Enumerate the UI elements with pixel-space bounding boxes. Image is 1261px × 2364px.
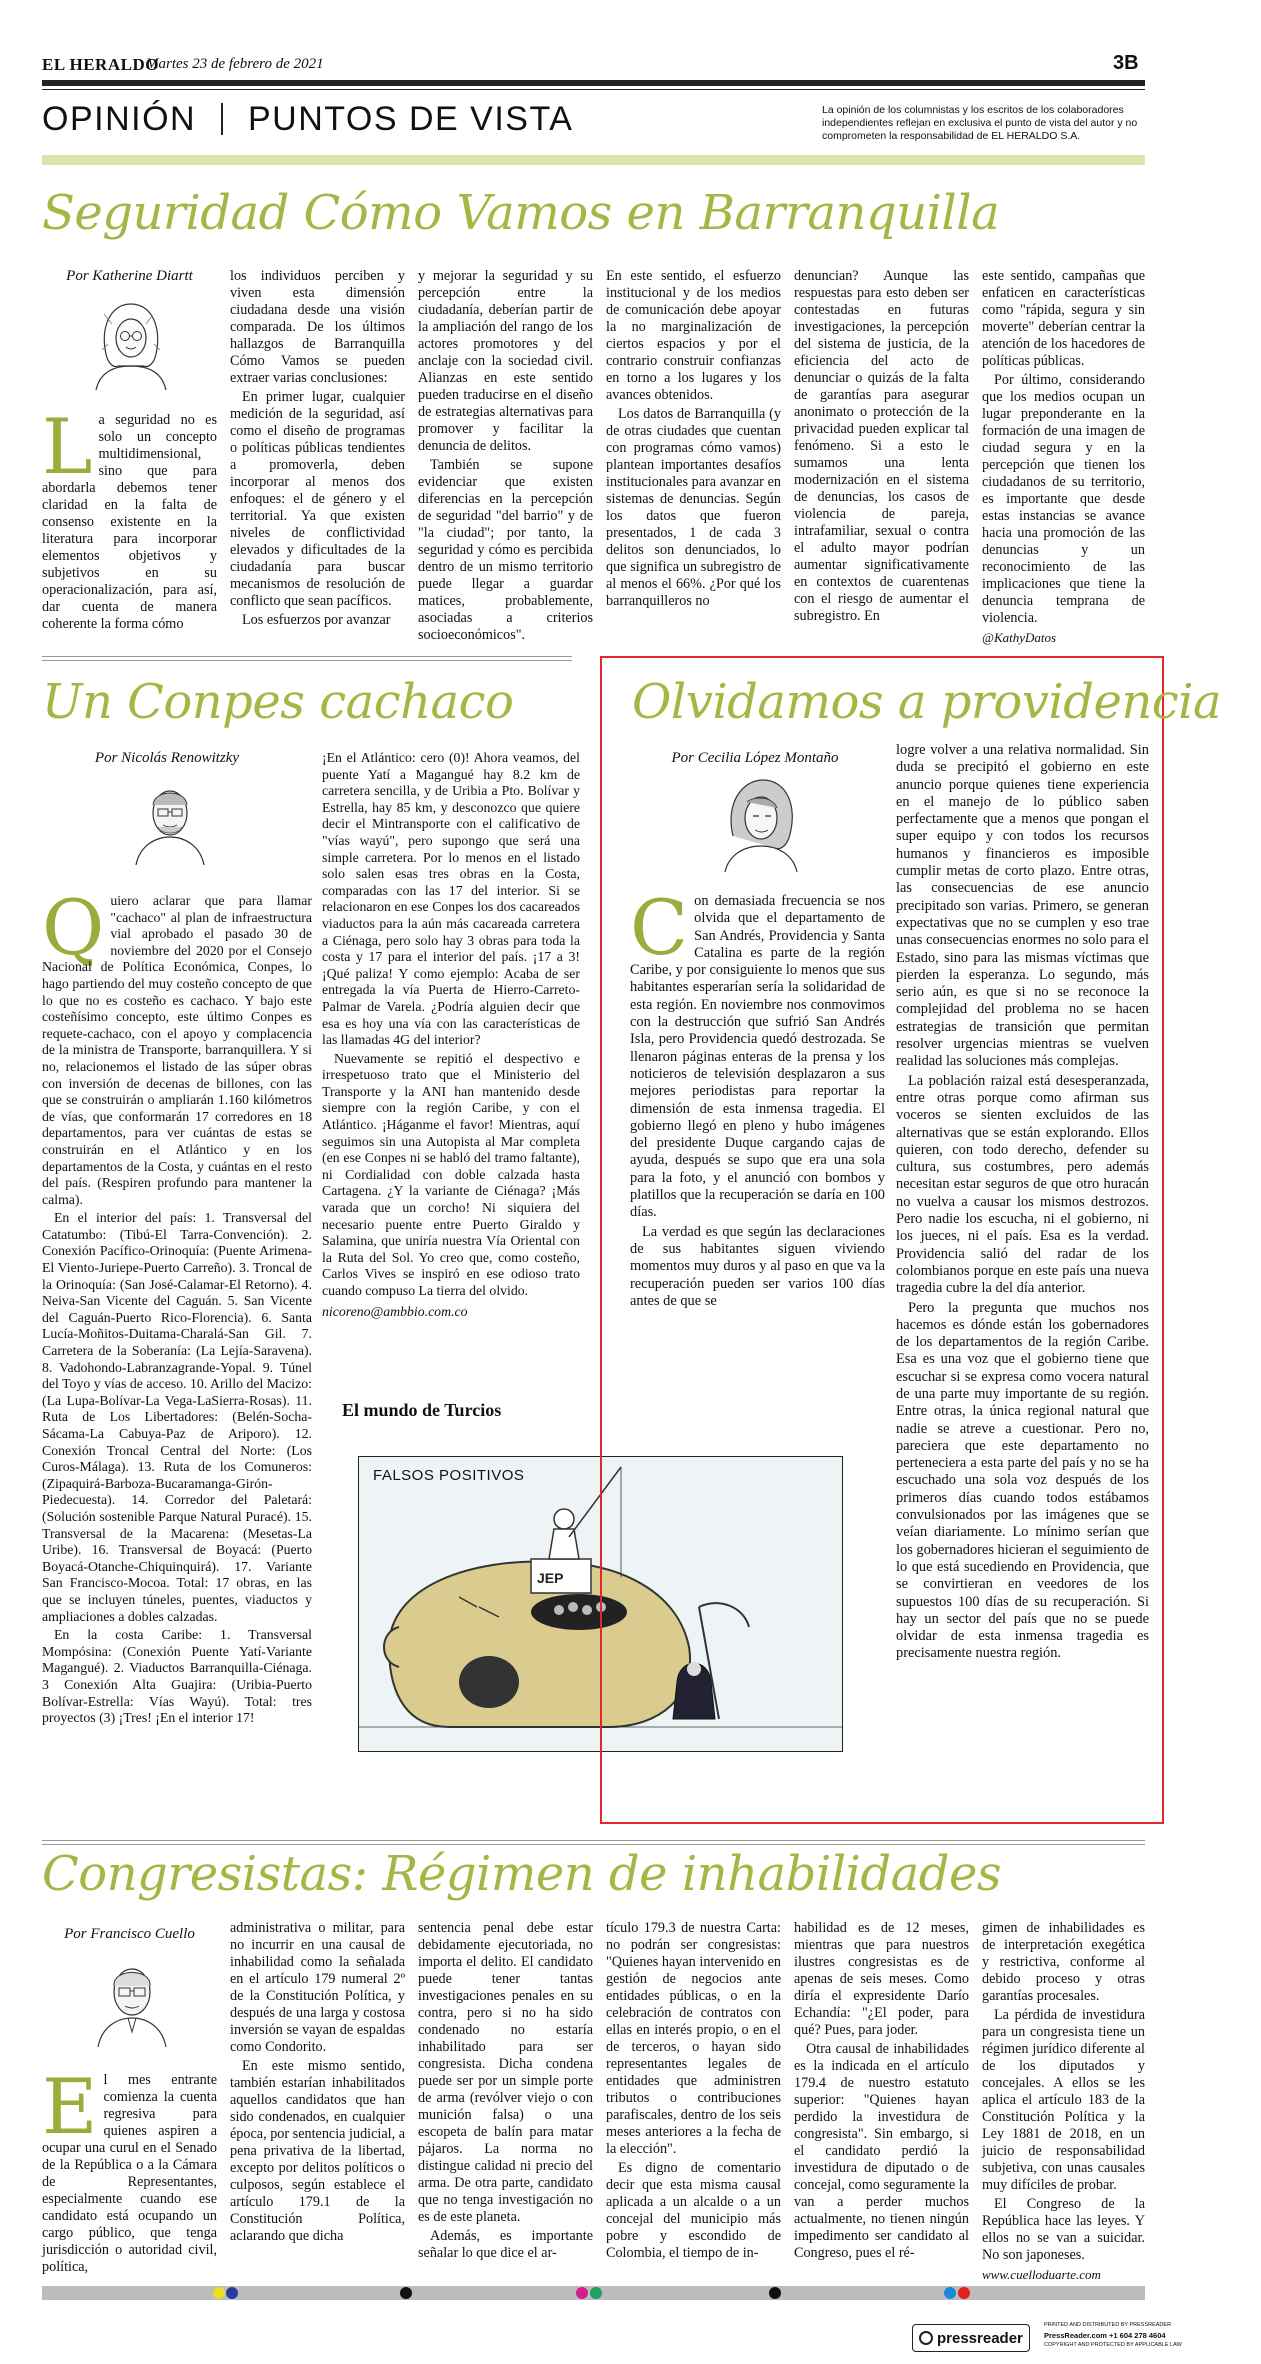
article4-paragraph: Otra causal de inhabilidades es la indicada en el artículo 179.4 de nuestro estatuto superior: "Quienes hayan perdido la investidura de congresista". Sin embargo, si el candidato perdió la investidura de diputado o de concejal, como seguramente la van a perder muchos actualmente, no tienen ningún impedimento ser candidato al Congreso, pues el ré- [794, 2041, 969, 2261]
portrait-nicolas-renowitzky [130, 775, 210, 865]
article1-dropcap: L [42, 402, 93, 491]
pressreader-logo [912, 2324, 1030, 2352]
registration-dot [576, 2287, 588, 2299]
article4-paragraph: gimen de inhabilidades es de interpretación exegética y restrictiva, conforme al debido proceso y otras garantías procesales. [982, 1920, 1145, 2004]
cartoon-caption: FALSOS POSITIVOS [373, 1467, 525, 1484]
article2-paragraph: En la costa Caribe: 1. Transversal Mompósina: (Conexión Puente Yatí-Variante Magangué). 2. Viaductos Barranquilla-Ciénaga. 3 Conexión Alta Guajira: (Uribia-Puerto Bolívar-Estrella: Vías Wayú). Total: tres proyectos (3) ¡Tres! ¡En el interior 17! [42, 1627, 312, 1726]
article4-dropcap: E [42, 2062, 98, 2151]
article1-col3 [418, 268, 593, 646]
header-rule-thin [42, 89, 1145, 90]
article1-col2 [230, 268, 405, 631]
article4-col6 [982, 1920, 1145, 2285]
article3-paragraph: La población raizal está desesperanzada, entre otras porque como afirman sus voceros se sienten excluidos de las alternativas que se están explorando. Ellos quieren, con todo derecho, defender su cultura, sus costumbres, pero además necesitan estar seguros de que otro huracán no vuelva a causar los mismos destrozos. Pero nadie los escucha, ni el gobierno, ni los jueces, ni el país. Esa es la verdad. Providencia salió del radar de los colombianos porque en este país una nueva tragedia cubre la del día anterior. [896, 1072, 1149, 1297]
article4-paragraph: administrativa o militar, para no incurrir en una causal de inhabilidad como la señalada en el artículo 179 numeral 2º de la Constitución Política, y después de una larga y costosa inversión se vayan de espaldas como Condorito. [230, 1920, 405, 2055]
article1-bottom-rule [42, 660, 572, 661]
article4-paragraph: Es digno de comentario decir que esta misma causal aplicada a un alcalde o a un concejal del municipio más pobre y escondido de Colombia, el tiempo de in- [606, 2160, 781, 2261]
registration-dot [958, 2287, 970, 2299]
article1-signature: @KathyDatos [982, 630, 1057, 645]
article3-byline: Por Cecilia López Montaño [671, 750, 839, 766]
section-label: OPINIÓN [42, 100, 197, 138]
cartoon-jep-label: JEP [537, 1570, 564, 1586]
registration-dot [944, 2287, 956, 2299]
section-divider [221, 103, 223, 135]
pressreader-badge[interactable] [912, 2320, 1182, 2354]
article1-byline: Por Katherine Diartt [66, 268, 193, 284]
article3-bottom-rule [42, 1844, 1145, 1845]
article4-col2 [230, 1920, 405, 2247]
cartoon-section-title: El mundo de Turcios [342, 1400, 502, 1420]
header-green-band [42, 155, 1145, 165]
registration-dot [226, 2287, 238, 2299]
disclaimer: La opinión de los columnistas y los escritos de los colaboradores independientes reflejan en exclusiva el punto de vista del autor y no comprometen la responsabilidad de EL HERALDO S.A. [822, 104, 1138, 142]
article2-col1 [42, 883, 312, 1729]
article2-col2 [322, 750, 580, 1322]
article4-paragraph: sentencia penal debe estar debidamente ejecutoriada, no importa el delito. El candidato puede tener tantas investigaciones penales en su contra, pero si no ha sido condenado no estaría inhabilitado para ser congresista. Dicha condena puede ser por un simple porte de arma (revólver viejo o con munición falsa) o una escopeta de balín para matar pájaros. La norma no distingue calidad ni precio del arma. De otra parte, candidato que no tenga investigación no es de este planeta. [418, 1920, 593, 2225]
article1-paragraph: este sentido, campañas que enfaticen en características como "rápida, segura y sin moverte" deberían centrar la atención de los hacedores de políticas públicas. [982, 268, 1145, 369]
page-number: 3B [1113, 52, 1139, 74]
article1-paragraph: y mejorar la seguridad y su percepción entre la ciudadanía, deberían partir de la ampliación del rango de los actores promotores y del anclaje con la sociedad civil. Alianzas en este sentido pueden traducirse en el diseño de estrategias alternativas para promover y facilitar la denuncia de delitos. [418, 268, 593, 454]
section-title [42, 100, 573, 139]
article4-paragraph: Además, es importante señalar lo que dice el ar- [418, 2228, 593, 2261]
article3-paragraph: La verdad es que según las declaraciones de sus habitantes siguen viviendo momentos muy duros y al paso en que va la recuperación pueden ser varios 100 días antes de que se [630, 1223, 885, 1309]
article1-paragraph: Por último, considerando que los medios ocupan un lugar preponderante en la formación de una imagen de ciudad segura y en la percepción que tienen los ciudadanos de su territorio, es importante que desde estas instancias se avance hacia una promoción de las denuncias y un reconocimiento de las implicaciones que tiene la denuncia temprana de violencia. [982, 372, 1145, 626]
article3-col1 [630, 883, 885, 1312]
article3-paragraph: Pero la pregunta que muchos nos hacemos es dónde están los gobernadores de los departamentos de la región Caribe. Esa es una voz que el gobierno tiene que escuchar si se expresa como vocera natural de una parte muy importante de su región. Entre otras, la única regional natural que nadie se atreve a cuestionar. Pero no, pareciera que este departamento no perteneciera a esta parte del país y no se ha escuchado una sola voz después de los primeros días cuando todos estábamos convulsionados por las imágenes que se veían diariamente. Lo mínimo serían que los gobernadores hicieran el seguimiento de lo que está sucediendo en Providencia, que se convirtieran en veedores de los supuestos 100 días de su recuperación. Si hay un sector del país que no se puede olvidar de esta inmensa tragedia es precisamente nuestra región. [896, 1299, 1149, 1662]
article4-byline: Por Francisco Cuello [64, 1926, 195, 1942]
article2-dropcap: Q [42, 883, 105, 972]
article1-col4 [606, 268, 781, 612]
article1-paragraph: los individuos perciben y viven esta dimensión ciudadana desde una visión comparada. De los últimos hallazgos de Barranquilla Cómo Vamos se pueden extraer varias conclusiones: [230, 268, 405, 386]
article2-title: Un Conpes cachaco [42, 674, 514, 730]
article4-col4 [606, 1920, 781, 2264]
article4-signature: www.cuelloduarte.com [982, 2267, 1101, 2282]
subsection-label: PUNTOS DE VISTA [247, 100, 574, 138]
article2-byline: Por Nicolás Renowitzky [94, 750, 240, 766]
article3-bottom-rule [42, 1840, 1145, 1841]
pressreader-name: pressreader [937, 2329, 1023, 2347]
article4-paragraph: tículo 179.3 de nuestra Carta: no podrán ser congresistas: "Quienes hayan intervenido en gestión de negocios ante entidades públicas, o en la celebración de contratos con ellas en interés propio, o en el de terceros, o hayan sido representantes legales de entidades que administren tributos o contribuciones parafiscales, dentro de los seis meses anteriores a la fecha de la elección". [606, 1920, 781, 2157]
article1-title: Seguridad Cómo Vamos en Barranquilla [42, 185, 1000, 241]
masthead-date: Martes 23 de febrero de 2021 [146, 56, 324, 72]
article4-paragraph: l mes entrante comienza la cuenta regresiva para quienes aspiren a ocupar una curul en el Senado de la República o a la Cámara de Representantes, especialmente cuando ese candidato está ocupando un cargo público, que tenga jurisdicción o autoridad civil, política, [42, 2072, 217, 2275]
article4-col5 [794, 1920, 969, 2264]
color-registration-bar [42, 2286, 1145, 2300]
masthead-paper: EL HERALDO [42, 55, 159, 74]
article3-paragraph: on demasiada frecuencia se nos olvida que el departamento de San Andrés, Providencia y Santa Catalina es parte de la región Caribe, y por consiguiente lo menos que sus habitantes esperarían sería la solidaridad de esta región. En noviembre nos conmovimos con la destrucción que sufrió San Andrés Isla, pero Providencia quedó destrozada. Se llenaron páginas enteras de la prensa y los noticieros de televisión desplazaron a sus mejores periodistas para reportar la dimensión de esta inmensa tragedia. El gobierno llegó en pleno y hubo imágenes del presidente Duque cargando cajas de ayuda, después se supo que era una sola para la foto, y el anunció con bombos y platillos que la recuperación se daría en 100 días. [630, 893, 885, 1221]
pressreader-url: PressReader.com +1 604 278 4604 [1044, 2331, 1166, 2340]
article4-paragraph: En este mismo sentido, también estarían inhabilitados aquellos candidatos que han sido condenados, en cualquier época, por sentencia judicial, a pena privativa de la libertad, excepto por delitos políticos o culposos, según establece el artículo 179.1 de la Constitución Política, aclarando que dicha [230, 2058, 405, 2244]
registration-dot [769, 2287, 781, 2299]
registration-dot [590, 2287, 602, 2299]
article1-paragraph: Los esfuerzos por avanzar [242, 612, 391, 628]
article2-paragraph: ¡En el Atlántico: cero (0)! Ahora veamos, del puente Yatí a Magangué hay 8.2 km de carretera sencilla, y de Uribia a Pto. Bolívar y Estrella, hay 85 km, y desconozco que quiere decir el Mintransporte con el calificativo de "vías wayú", pero supongo que será una simple carretera. Por lo menos en el listado solo salen esas tres obras en la Costa, comparadas con las 17 del interior. Si se relacionaron en ese Conpes los dos cacareados viaductos para la aún más cacareada carretera a Ciénaga, pero solo hay 3 obras para toda la costa y 17 para el interior del país. ¡17 a 3! ¡Qué paliza! Y como ejemplo: Acaba de ser entregada la vía Puerta de Hierro-Carreto-Palmar de Varela. ¿Podría alguien decir que esa es hoy una vía con las características de las llamadas 4G del interior? [322, 750, 580, 1048]
article4-col3 [418, 1920, 593, 2264]
article4-paragraph: El Congreso de la República hace las leyes. Y ellos no se van a suicidar. No son japoneses. [982, 2196, 1145, 2263]
article3-col2 [896, 742, 1149, 1665]
article4-title: Congresistas: Régimen de inhabilidades [42, 1846, 1001, 1902]
portrait-francisco-cuello [92, 1952, 172, 2047]
article1-col5 [794, 268, 969, 627]
article1-paragraph: También se supone evidenciar que existen diferencias en la percepción de seguridad "del barrio" y de "la ciudad"; por tanto, la seguridad y cómo es percibida dentro de un mismo territorio puede llegar a guardar matices, probablemente, asociadas a criterios socioeconómicos". [418, 457, 593, 643]
header-rule-thick [42, 80, 1145, 86]
pressreader-note: PRINTED AND DISTRIBUTED BY PRESSREADER [1044, 2322, 1172, 2328]
pressreader-icon [919, 2331, 933, 2345]
portrait-katherine-diartt [92, 294, 170, 390]
article3-paragraph: logre volver a una relativa normalidad. Sin duda se precipitó el gobierno en este anuncio porque quienes tiene experiencia en el manejo de lo público saben perfectamente que a menos que pongan el super equipo y con todos los recursos humanos y financieros es imposible cumplir metas de corto plazo. Entre otras, las consecuencias de ese anuncio precipitado son varias. Primero, se generan expectativas que no se cumplen y eso trae unas consecuencias enormes no solo para el Estado, sino para las mismas víctimas que pierden la esperanza. Lo segundo, más serio aún, es que si no se reconoce la complejidad del problema no se hacen estrategias de transición que permitan resolver urgencias mientras se vuelven realidad las soluciones más complejas. [896, 742, 1149, 1070]
article3-dropcap: C [630, 883, 689, 972]
article1-paragraph: a seguridad no es solo un concepto multidimensional, sino que para abordarla debemos tener claridad en la falta de consenso existente en la literatura para incorporar elementos objetivos y subjetivos en su operacionalización, para así, dar cuenta de manera coherente la forma cómo [42, 412, 217, 632]
article4-paragraph: habilidad es de 12 meses, mientras que para nuestros ilustres congresistas es de apenas de seis meses. Como diría el expresidente Darío Echandía: "¿El poder, para qué? Pues, para joder. [794, 1920, 969, 2038]
article1-paragraph: En primer lugar, cualquier medición de la seguridad, así como el diseño de programas o políticas públicas tendientes a promoverla, deben incorporar al menos dos enfoques: el de género y el territorial. Ya que existen niveles de conflictividad elevados y dificultades de la ciudadanía para buscar mecanismos de resolución de conflicto que sean pacíficos. [230, 389, 405, 609]
article3-title: Olvidamos a providencia [632, 674, 1222, 730]
article2-paragraph: uiero aclarar que para llamar "cachaco" al plan de infraestructura vial aprobado el pasado 30 de noviembre del 2020 por el Consejo Nacional de Política Económica, Conpes, lo hago partiendo del muy costeño concepto de que lo que no es costeño es cachaco. Y bajo este costeñísimo concepto, este último Conpes es requete-cachaco, con el apoyo y complacencia de la ministra de Transporte, barranquillera. Y si no, relacionemos el listado de las súper obras con inversión de decenas de billones, con las que se construirán o ampliarán 1.160 kilómetros de vías, que conformarán 17 corredores en 18 departamentos, para ver cuántas de estas se construirán en el Atlántico y en los departamentos de la Costa, y cuántas en el resto del país. (Respiren profundo para mantener la calma). [42, 893, 312, 1207]
article1-col6 [982, 268, 1145, 648]
registration-dot [213, 2287, 225, 2299]
article1-paragraph: En este sentido, el esfuerzo institucional y de los medios de comunicación debe apoyar la no marginalización de ciertos espacios y por el contrario construir confianzas en torno a los lugares y los avances obtenidos. [606, 268, 781, 403]
registration-dot [400, 2287, 412, 2299]
article4-paragraph: La pérdida de investidura para un congresista tiene un régimen jurídico diferente al de los diputados y concejales. A ellos se les aplica el artículo 183 de la Constitución Política y la Ley 1881 de 2018, en un juicio de responsabilidad subjetiva, con unas causales muy difíciles de probar. [982, 2007, 1145, 2193]
article2-signature: nicoreno@ambbio.com.co [322, 1303, 468, 1319]
article1-bottom-rule [42, 656, 572, 657]
article2-paragraph: Nuevamente se repitió el despectivo e irrespetuoso trato que el Ministerio del Transporte y la ANI han mantenido desde siempre con la región Caribe, y con el Atlántico. ¡Háganme el favor! Mientras, aquí seguimos sin una Autopista al Mar completa (en ese Conpes ni se habló del tramo faltante), ni Cordialidad con doble calzada hasta Cartagena. ¿Y la variante de Ciénaga? ¡Más varada que un corcho! Ni siquiera del necesario puente entre Puerto Giraldo y Salamina, que uniría nuestra Vía Oriental con la Ruta del Sol. Yo creo que, como costeño, Carlos Vives se inspiró en ese odioso trato cuando compuso La tierra del olvido. [322, 1050, 580, 1298]
pressreader-copyright: COPYRIGHT AND PROTECTED BY APPLICABLE LAW [1044, 2342, 1182, 2348]
article1-paragraph: Los datos de Barranquilla (y de otras ciudades que cuentan con programas cómo vamos) plantean importantes desafíos institucionales para avanzar en sistemas de denuncias. Según los datos que fueron presentados, 1 de cada 3 delitos son denunciados, lo que significa un subregistro de al menos el 66%. ¿Por qué los barranquilleros no [606, 406, 781, 609]
article4-col1 [42, 2062, 217, 2278]
article1-col1 [42, 402, 217, 635]
article1-paragraph: denuncian? Aunque las respuestas para esto deben ser contestadas en futuras investigaciones, la percepción del sistema de justicia, de la eficiencia del acto de denunciar o quizás de la falta de garantías para asegurar anonimato o protección de la privacidad pueden explicar tal fenómeno. Si a esto le sumamos una lenta modernización en el sistema de denuncias, los casos de violencia de pareja, intrafamiliar, sexual o contra el adulto mayor podrían aumentar significativamente en contextos de cuarentenas con el riesgo de aumentar el subregistro. En [794, 268, 969, 624]
portrait-cecilia-lopez-montano [715, 772, 807, 872]
article2-paragraph: En el interior del país: 1. Transversal del Catatumbo: (Tibú-El Tarra-Convención). 2. Conexión Pacífico-Orinoquía: (Puente Arimena-El Viento-Juriepe-Puerto Carreño). 3. Troncal de la Orinoquía: (San José-Calamar-El Retorno). 4. Neiva-San Vicente del Caguán. 5. San Vicente del Caguán-Puerto Rico-Florencia). 6. Santa Lucía-Moñitos-Duitama-Charalá-San Gil. 7. Carretera de la Soberanía: (La Lejía-Saravena). 8. Vadohondo-Labranzagrande-Yopal. 9. Túnel del Toyo y vías de acceso. 10. Arillo del Macizo: (La Lupa-Bolívar-La Vega-LaSierra-Rosas). 11. Ruta de Los Libertadores: (Belén-Socha-Sácama-La Cabuya-Paz de Ariporo). 12. Conexión Troncal Central del Norte: (Los Curos-Málaga). 13. Ruta de los Comuneros: (Zipaquirá-Barboza-Bucaramanga-Girón-Piedecuesta). 14. Corredor del Paletará: (Solución sostenible Parque Natural Puracé). 15. Transversal de la Macarena: (Mesetas-La Uribe). 16. Transversal de Boyacá: (Puerto Boyacá-Otanche-Chiquinquirá). 17. Variante San Francisco-Mocoa. Total: 17 obras, en las que se incluyen túneles, puentes, viaductos y ampliaciones a dobles calzadas. [42, 1210, 312, 1624]
